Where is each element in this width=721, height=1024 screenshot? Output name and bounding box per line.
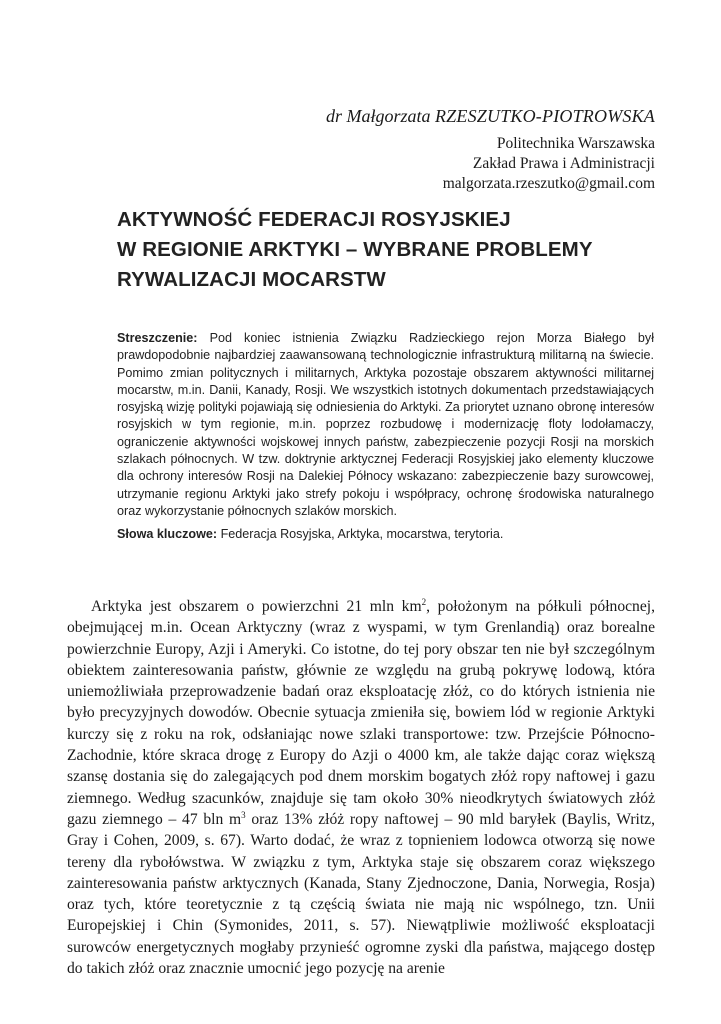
abstract [117,330,654,520]
abstract-text: Pod koniec istnienia Związku Radzieckiego rejon Morza Białego był prawdopodobnie najbardziej zaawansowaną technologicznie infrastrukturą militarną na świecie. Pomimo zmian politycznych i militarnych, Arktyka pozostaje obszarem aktywności militarnej mocarstw, m.in. Danii, Kanady, Rosji. We wszystkich istotnych dokumentach przedstawiających rosyjską wizję polityki pojawiają się odniesienia do Arktyki. Za priorytet uznano obronę interesów rosyjskich w tym regionie, m.in. poprzez rozbudowę i modernizację floty lodołamaczy, ograniczenie aktywności wojskowej innych państw, zabezpieczenie pozycji Rosji na morskich szlakach północnych. W tzw. doktrynie arktycznej Federacji Rosyjskiej jako elementy kluczowe dla ochrony interesów Rosji na Dalekiej Północy wskazano: zabezpieczenie bazy surowcowej, utrzymanie regionu Arktyki jako strefy pokoju i współpracy, ochronę środowiska naturalnego oraz wykorzystanie północnych szlaków morskich. [117,331,655,518]
author-block [326,104,655,194]
body-part-2: , położonym na półkuli północnej, obejmującej m.in. Ocean Arktyczny (wraz z wyspami, w tym Grenlandią) oraz borealne powierzchnie Europy, Azji i Ameryki. Co istotne, do tej pory obszar ten nie był szczególnym obiektem zainteresowania państw, głównie ze względu na grubą pokrywę lodową, która uniemożliwiała przeprowadzenie badań oraz eksploatację złóż, co do których istnienia nie było precyzyjnych dowodów. Obecnie sytuacja zmieniła się, bowiem lód w regionie Arktyki kurczy się z roku na rok, odsłaniając nowe szlaki transportowe: tzw. Przejście Północno-Zachodnie, które skraca drogę z Europy do Azji o 4000 km, ale także dając coraz większą szansę dostania się do zalegających pod dnem morskim bogatych złóż ropy naftowej i gazu ziemnego. Według szacunków, znajduje się tam około 30% nieodkrytych światowych złóż gazu ziemnego – 47 bln m [67,598,656,828]
body-part-1: Arktyka jest obszarem o powierzchni 21 mln km [91,598,422,615]
article-title [117,205,637,295]
superscript-3: 3 [241,809,246,820]
author-name [326,104,655,128]
keywords-text: Federacja Rosyjska, Arktyka, mocarstwa, terytoria. [220,527,504,541]
title-line-3: RYWALIZACJI MOCARSTW [117,268,386,291]
affiliation-department: Zakład Prawa i Administracji [472,155,655,172]
author-prefix: dr Małgorzata [325,106,431,126]
body-part-3: oraz 13% złóż ropy naftowej – 90 mld baryłek (Baylis, Writz, Gray i Cohen, 2009, s. 67). Warto dodać, że wraz z topnieniem lodowca otworzą się nowe tereny dla rybołówstwa. W związku z tym, Arktyka staje się obszarem coraz większego zainteresowania państw arktycznych (Kanada, Stany Zjednoczone, Dania, Norwegia, Rosja) oraz tych, które teoretycznie z tą częścią świata nie mają nic wspólnego, tzn. Unii Europejskiej i Chin (Symonides, 2011, s. 57). Niewątpliwie możliwość eksploatacji surowców energetycznych mogłaby przynieść ogromne zyski dla państwa, mającego dostęp do takich złóż oraz znacznie umocnić jego pozycję na arenie [67,810,655,978]
keywords [117,526,654,543]
superscript-2: 2 [421,596,427,607]
keywords-label: Słowa kluczowe: [117,527,218,541]
author-email: malgorzata.rzeszutko@gmail.com [442,175,655,192]
abstract-label: Streszczenie: [117,331,198,345]
title-line-2: W REGIONIE ARKTYKI – WYBRANE PROBLEMY [117,238,593,261]
affiliation-university: Politechnika Warszawska [496,135,655,152]
body-paragraph [67,596,655,979]
title-line-1: AKTYWNOŚĆ FEDERACJI ROSYJSKIEJ [117,208,511,231]
author-surname: RZESZUTKO-PIOTROWSKA [434,106,655,126]
